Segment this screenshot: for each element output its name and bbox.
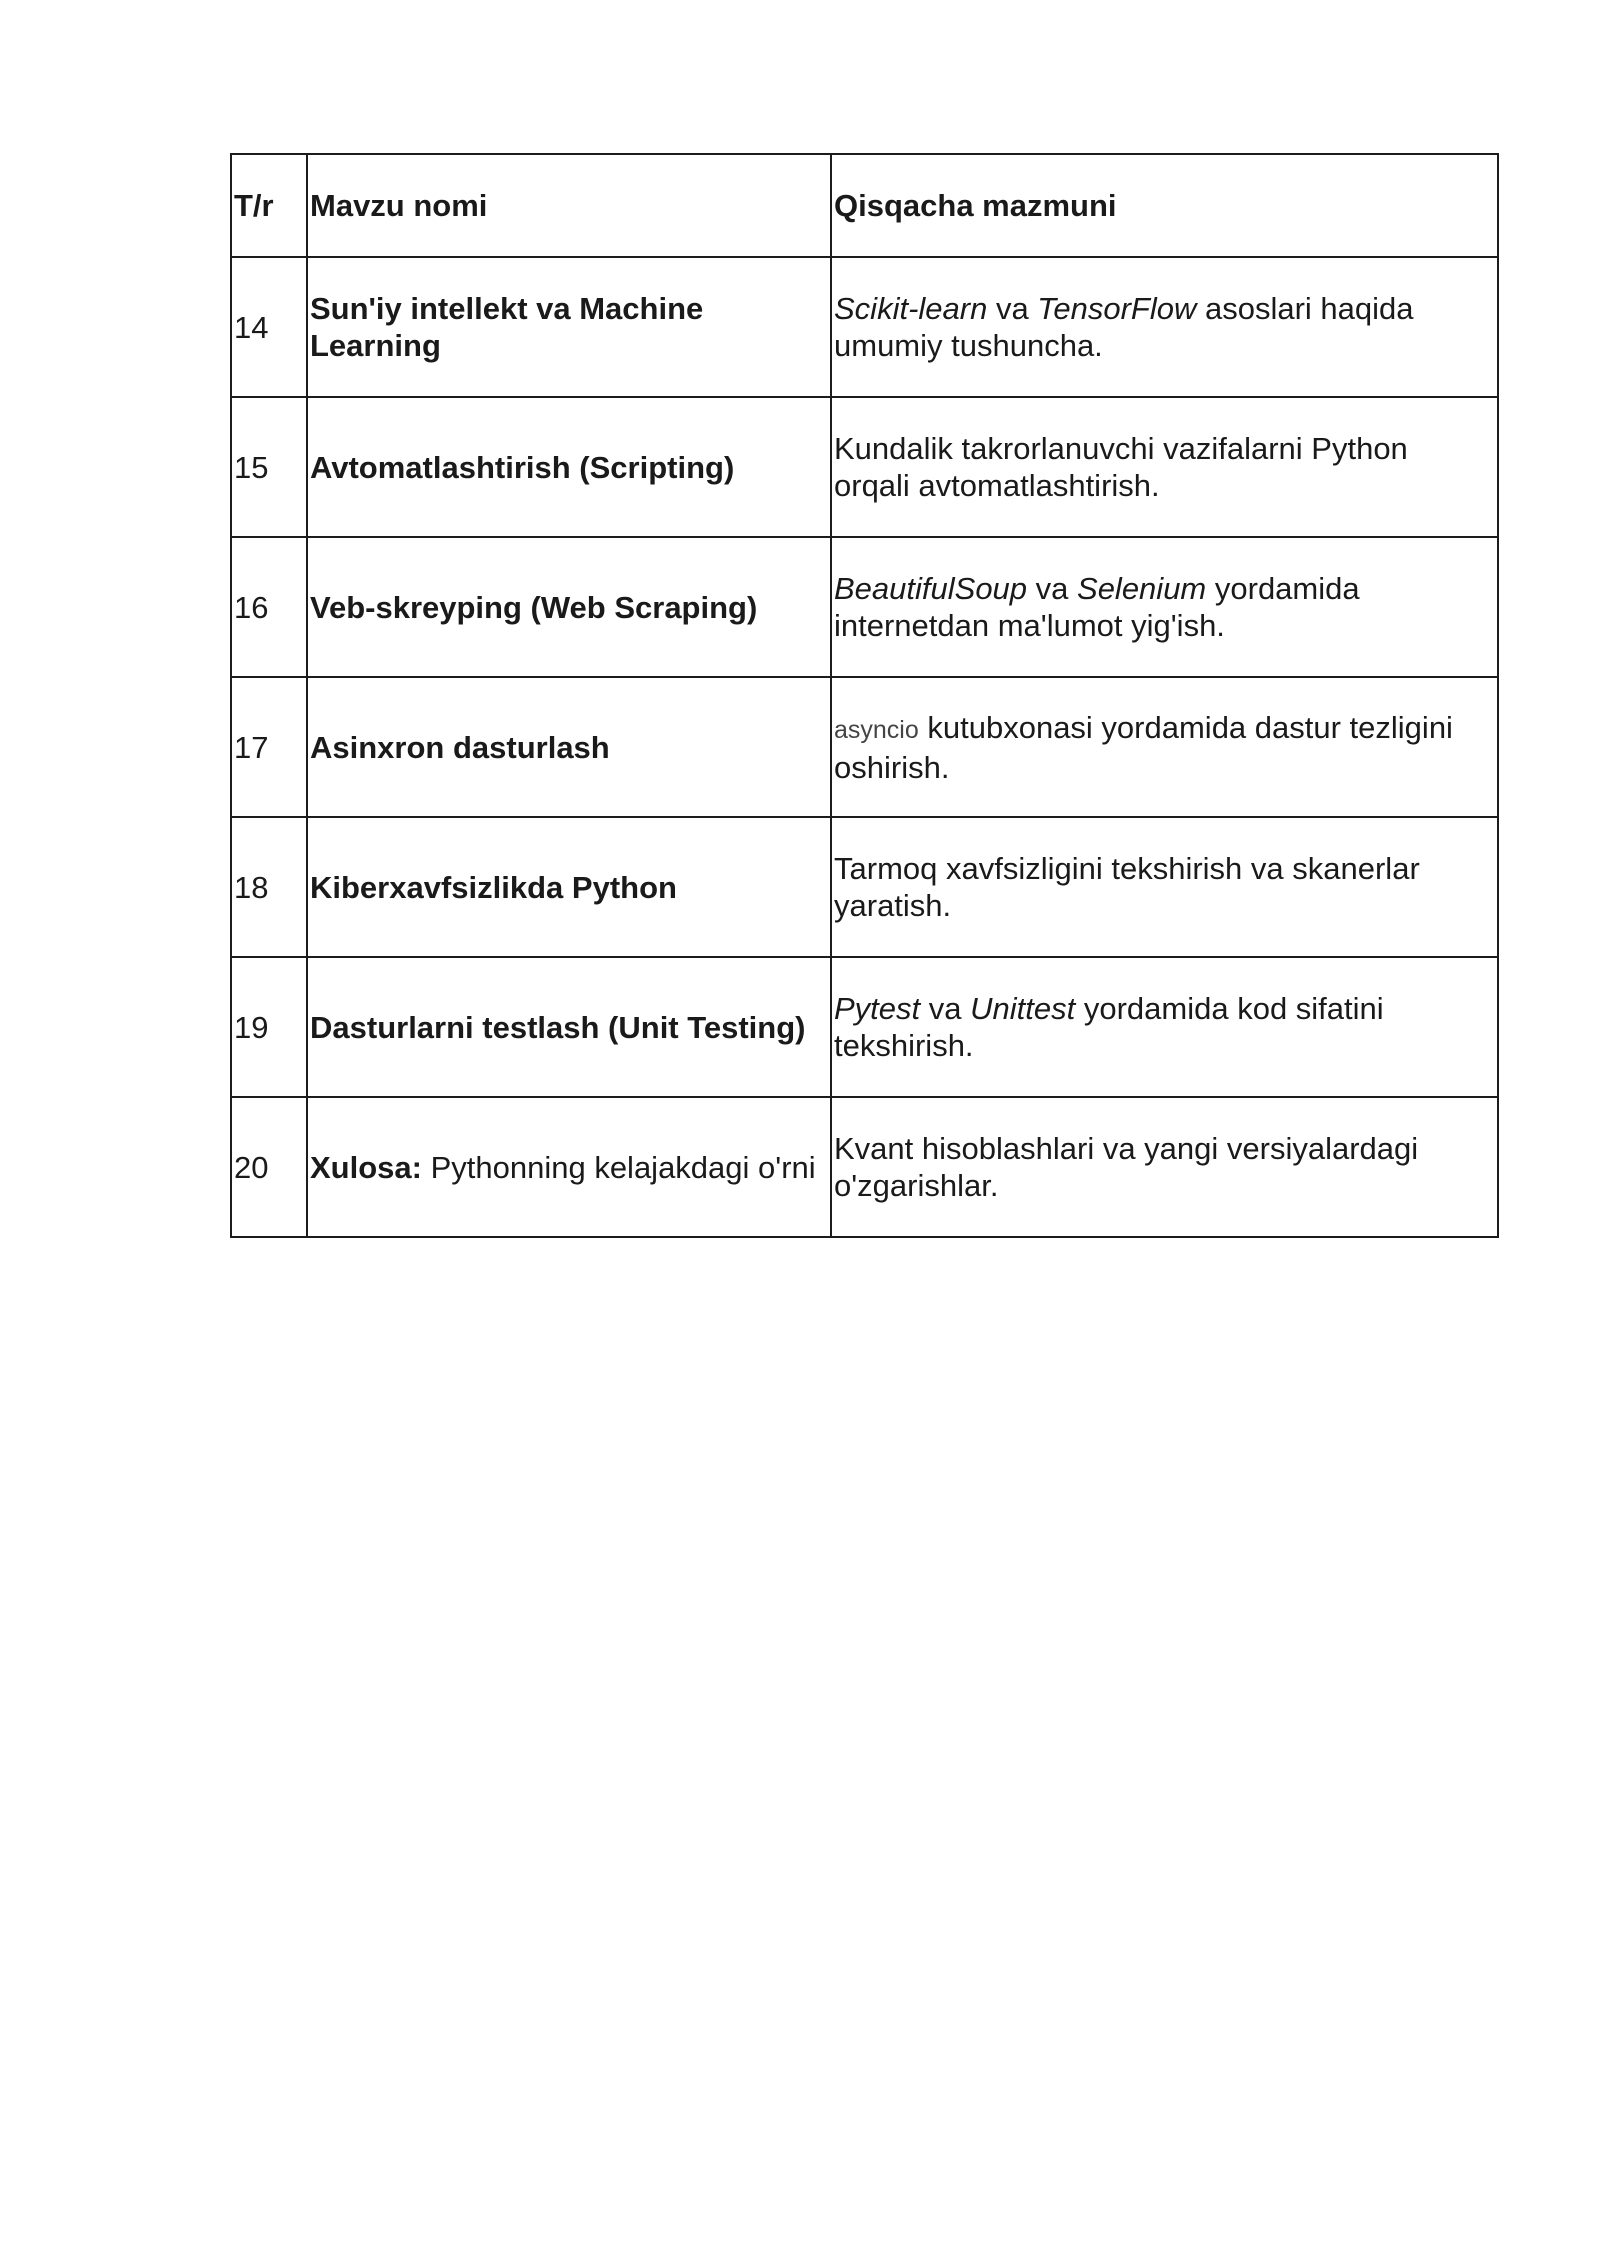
row-summary [831, 817, 1498, 957]
row-summary [831, 957, 1498, 1097]
summary-segment: yordamida internetdan ma'lumot yig'ish. [834, 571, 1360, 643]
summary-segment: va [987, 291, 1038, 326]
header-title: Mavzu nomi [307, 154, 831, 257]
row-title-text: Kiberxavfsizlikda Python [310, 869, 677, 905]
table-body [231, 257, 1498, 1237]
summary-segment: kutubxonasi yordamida dastur tezligini oshirish. [834, 709, 1453, 785]
header-num: T/r [231, 154, 307, 257]
summary-segment: yordamida kod sifatini tekshirish. [834, 991, 1384, 1063]
row-title-text: Veb-skreyping (Web Scraping) [310, 589, 758, 625]
table-row [231, 1097, 1498, 1237]
row-title-text: Avtomatlashtirish (Scripting) [310, 449, 735, 485]
row-number: 19 [231, 957, 307, 1097]
summary-segment: Selenium [1077, 571, 1207, 606]
header-summary: Qisqacha mazmuni [831, 154, 1498, 257]
row-summary [831, 537, 1498, 677]
row-summary [831, 257, 1498, 397]
summary-segment: Pytest [834, 991, 921, 1026]
table-row [231, 677, 1498, 817]
row-title [307, 537, 831, 677]
row-title [307, 677, 831, 817]
row-title [307, 957, 831, 1097]
summary-segment: Kvant hisoblashlari va yangi versiyalardagi o'zgarishlar. [834, 1131, 1419, 1203]
summary-segment: va [1027, 571, 1078, 606]
table-row [231, 957, 1498, 1097]
row-number: 14 [231, 257, 307, 397]
row-number: 16 [231, 537, 307, 677]
summary-segment: Kundalik takrorlanuvchi vazifalarni Python orqali avtomatlashtirish. [834, 431, 1408, 503]
summary-segment: Unittest [970, 991, 1076, 1026]
table-row [231, 817, 1498, 957]
summary-segment: Tarmoq xavfsizligini tekshirish va skanerlar yaratish. [834, 851, 1420, 923]
row-number: 20 [231, 1097, 307, 1237]
row-summary [831, 677, 1498, 817]
topics-table [230, 153, 1499, 1238]
row-title [307, 257, 831, 397]
row-title [307, 1097, 831, 1237]
row-number: 18 [231, 817, 307, 957]
row-title-text: Sun'iy intellekt va Machine Learning [310, 291, 704, 363]
row-title [307, 397, 831, 537]
row-number: 15 [231, 397, 307, 537]
row-summary [831, 397, 1498, 537]
table-row [231, 537, 1498, 677]
table-header-row [231, 154, 1498, 257]
row-number: 17 [231, 677, 307, 817]
row-title-prefix: Xulosa: [310, 1149, 422, 1185]
table-row [231, 257, 1498, 397]
summary-segment: asyncio [834, 715, 919, 744]
row-title-text: Dasturlarni testlash (Unit Testing) [310, 1009, 806, 1045]
summary-segment: Scikit-learn [834, 291, 988, 326]
summary-segment: va [920, 991, 971, 1026]
row-title [307, 817, 831, 957]
row-summary [831, 1097, 1498, 1237]
row-title-text: Asinxron dasturlash [310, 729, 610, 765]
table-row [231, 397, 1498, 537]
summary-segment: BeautifulSoup [834, 571, 1028, 606]
row-title-text: Pythonning kelajakdagi o'rni [421, 1149, 816, 1185]
summary-segment: TensorFlow [1037, 291, 1197, 326]
summary-segment: asoslari haqida umumiy tushuncha. [834, 291, 1414, 363]
